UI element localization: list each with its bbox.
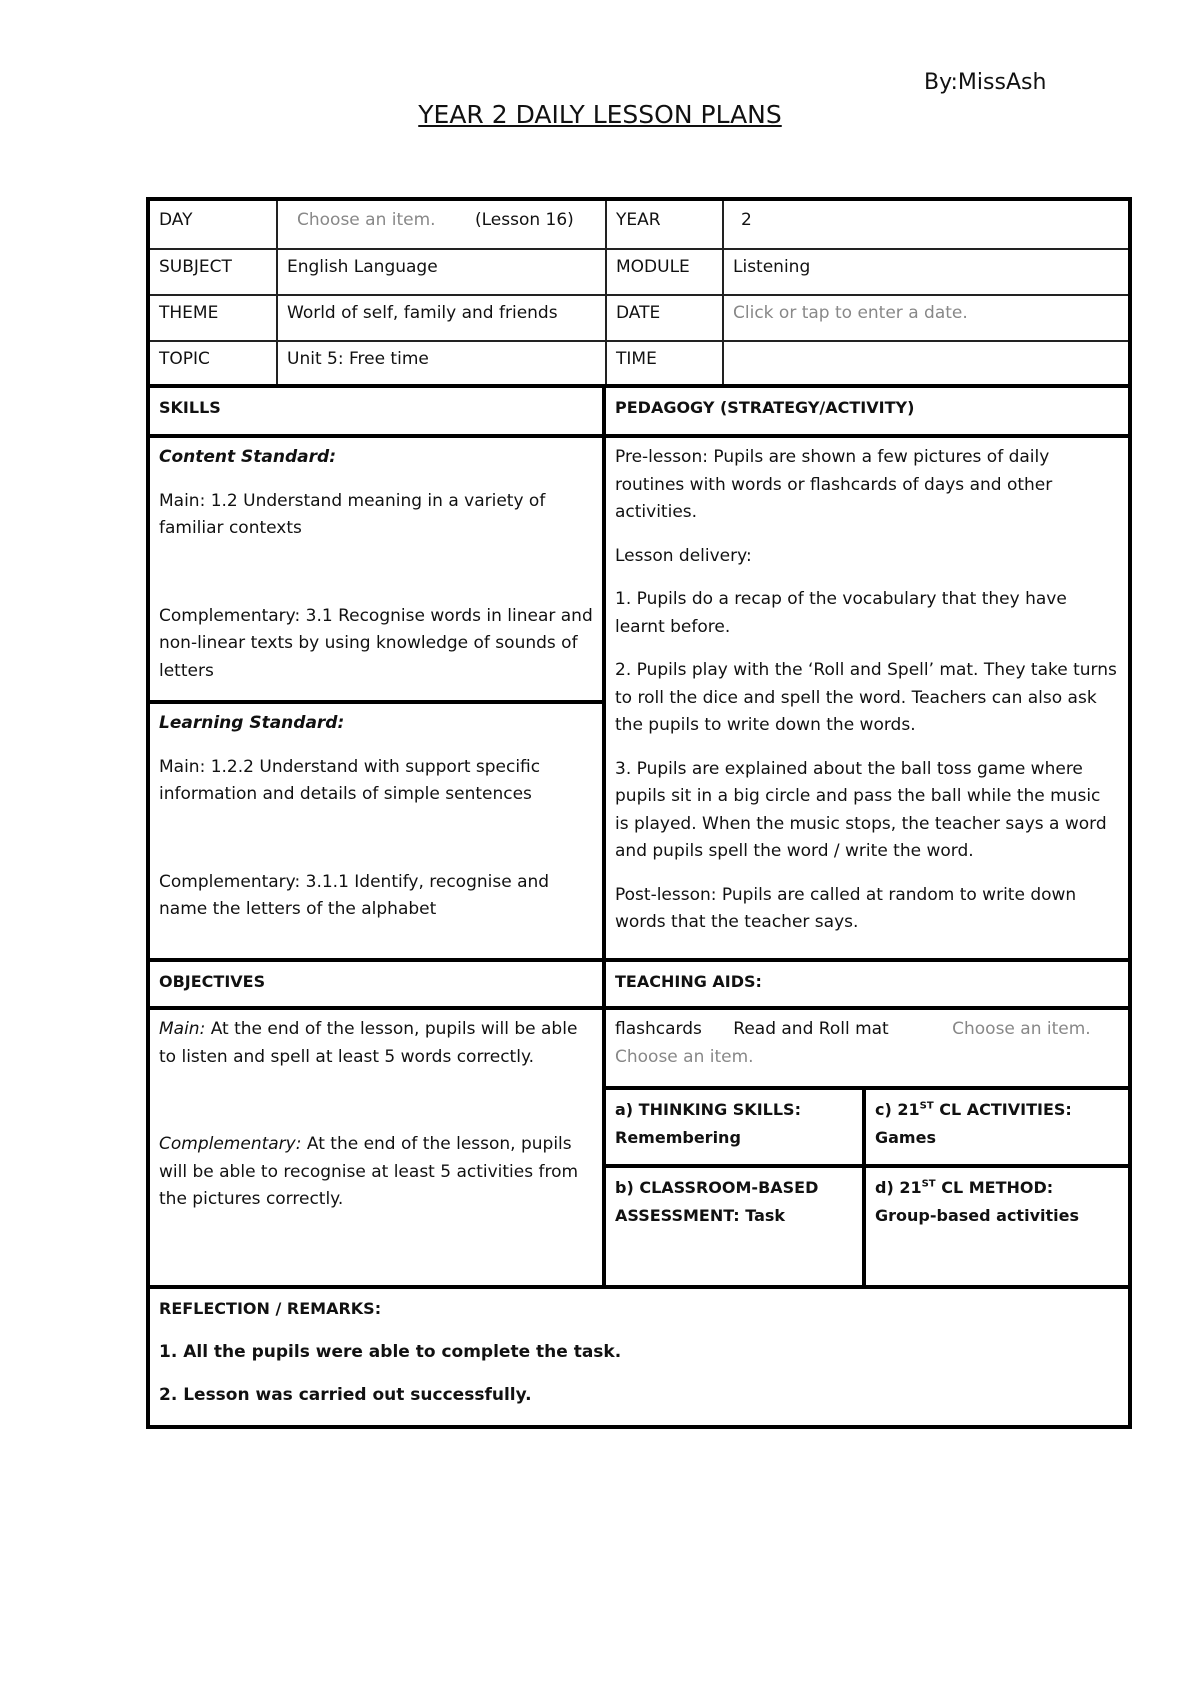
- delivery-step-1: 1. Pupils do a recap of the vocabulary that they have learnt before.: [615, 589, 1067, 637]
- date-picker[interactable]: Click or tap to enter a date.: [733, 303, 968, 323]
- content-standard: [150, 438, 602, 691]
- cl-method: [866, 1168, 1128, 1235]
- teaching-aid-select[interactable]: Choose an item.: [615, 1046, 754, 1067]
- objective-comp-text: At the end of the lesson, pupils will be able to recognise at least 5 activities from the pictures correctly.: [159, 1134, 579, 1209]
- cl-activities: [866, 1090, 1128, 1157]
- day-select[interactable]: [278, 201, 605, 241]
- objective-main-label: Main:: [159, 1019, 206, 1039]
- table-border-bottom: [146, 1425, 1132, 1429]
- cl-activities-label: c) 21ST CL ACTIVITIES:: [875, 1100, 1072, 1119]
- lesson-delivery-label: Lesson delivery:: [615, 545, 752, 566]
- classroom-assessment: [606, 1168, 862, 1235]
- author-byline: By:MissAsh: [924, 70, 1047, 95]
- post-lesson-text: Post-lesson: Pupils are called at random to write down words that the teacher says.: [615, 884, 1077, 932]
- day-select-value[interactable]: Choose an item.: [297, 210, 436, 230]
- lesson-number: (Lesson 16): [474, 210, 574, 230]
- objective-main-text: At the end of the lesson, pupils will be able to listen and spell at least 5 words correctly.: [159, 1019, 578, 1067]
- learning-standard-main: Main: 1.2.2 Understand with support specific information and details of simple sentences: [159, 756, 541, 804]
- cl-method-value: Group-based activities: [875, 1205, 1079, 1225]
- reflection-heading: REFLECTION / REMARKS:: [159, 1299, 382, 1318]
- teaching-aid-item: Read and Roll mat: [733, 1019, 889, 1039]
- reflection-item: 1. All the pupils were able to complete the task.: [159, 1341, 622, 1362]
- thinking-skills-label: a) THINKING SKILLS:: [615, 1100, 801, 1119]
- time-label: TIME: [616, 349, 657, 369]
- module-value: Listening: [733, 257, 811, 277]
- learning-standard: [150, 704, 602, 930]
- reflection-item: 2. Lesson was carried out successfully.: [159, 1385, 532, 1405]
- content-standard-main: Main: 1.2 Understand meaning in a variety of familiar contexts: [159, 490, 546, 538]
- subject-value: English Language: [287, 257, 438, 277]
- teaching-aid-select[interactable]: Choose an item.: [952, 1019, 1091, 1039]
- objective-main: [159, 1016, 593, 1071]
- pedagogy-body: [606, 438, 1128, 943]
- topic-label: TOPIC: [159, 349, 210, 369]
- learning-standard-label: Learning Standard:: [159, 713, 345, 733]
- objectives-heading: OBJECTIVES: [159, 972, 266, 991]
- reflection: [150, 1289, 1128, 1416]
- teaching-aids-body: [606, 1010, 1128, 1077]
- learning-standard-complementary: Complementary: 3.1.1 Identify, recognise and name the letters of the alphabet: [159, 871, 550, 919]
- page-title: YEAR 2 DAILY LESSON PLANS: [418, 100, 782, 129]
- cl-activities-value: Games: [875, 1127, 936, 1147]
- date-label: DATE: [616, 303, 661, 323]
- table-border-right: [1128, 197, 1132, 1429]
- teaching-aids-heading: TEACHING AIDS:: [615, 972, 762, 991]
- pedagogy-heading: PEDAGOGY (STRATEGY/ACTIVITY): [615, 398, 915, 417]
- year-label: YEAR: [616, 210, 661, 230]
- cl-method-label: d) 21ST CL METHOD:: [875, 1178, 1054, 1197]
- subject-label: SUBJECT: [159, 257, 232, 277]
- objectives-body: [150, 1010, 602, 1220]
- module-label: MODULE: [616, 257, 690, 277]
- assessment-value: Task: [745, 1205, 786, 1225]
- assessment-label: b) CLASSROOM-BASED ASSESSMENT:: [615, 1178, 819, 1225]
- skills-heading: SKILLS: [159, 398, 221, 417]
- thinking-skills-value: Remembering: [615, 1127, 741, 1147]
- delivery-step-3: 3. Pupils are explained about the ball toss game where pupils sit in a big circle and pass the ball while the music is played. When the music stops, the teacher says a word and pupils spell the word / write the word.: [615, 758, 1107, 861]
- teaching-aid-item: flashcards: [615, 1019, 702, 1039]
- time-value[interactable]: [724, 340, 1128, 384]
- content-standard-complementary: Complementary: 3.1 Recognise words in linear and non-linear texts by using knowledge of sounds of letters: [159, 605, 593, 681]
- theme-value: World of self, family and friends: [287, 303, 558, 323]
- objective-comp-label: Complementary:: [159, 1134, 302, 1154]
- content-standard-label: Content Standard:: [159, 447, 336, 467]
- theme-label: THEME: [159, 303, 219, 323]
- day-label: DAY: [159, 210, 193, 230]
- year-value: 2: [741, 210, 752, 230]
- delivery-step-2: 2. Pupils play with the ‘Roll and Spell’ mat. They take turns to roll the dice and spell the word. Teachers can also ask the pupils to write down the words.: [615, 660, 1117, 735]
- pre-lesson-text: Pre-lesson: Pupils are shown a few pictures of daily routines with words or flashcards of days and other activities.: [615, 447, 1053, 522]
- thinking-skills: [606, 1090, 862, 1157]
- objective-complementary: [159, 1131, 593, 1214]
- topic-value: Unit 5: Free time: [287, 349, 429, 369]
